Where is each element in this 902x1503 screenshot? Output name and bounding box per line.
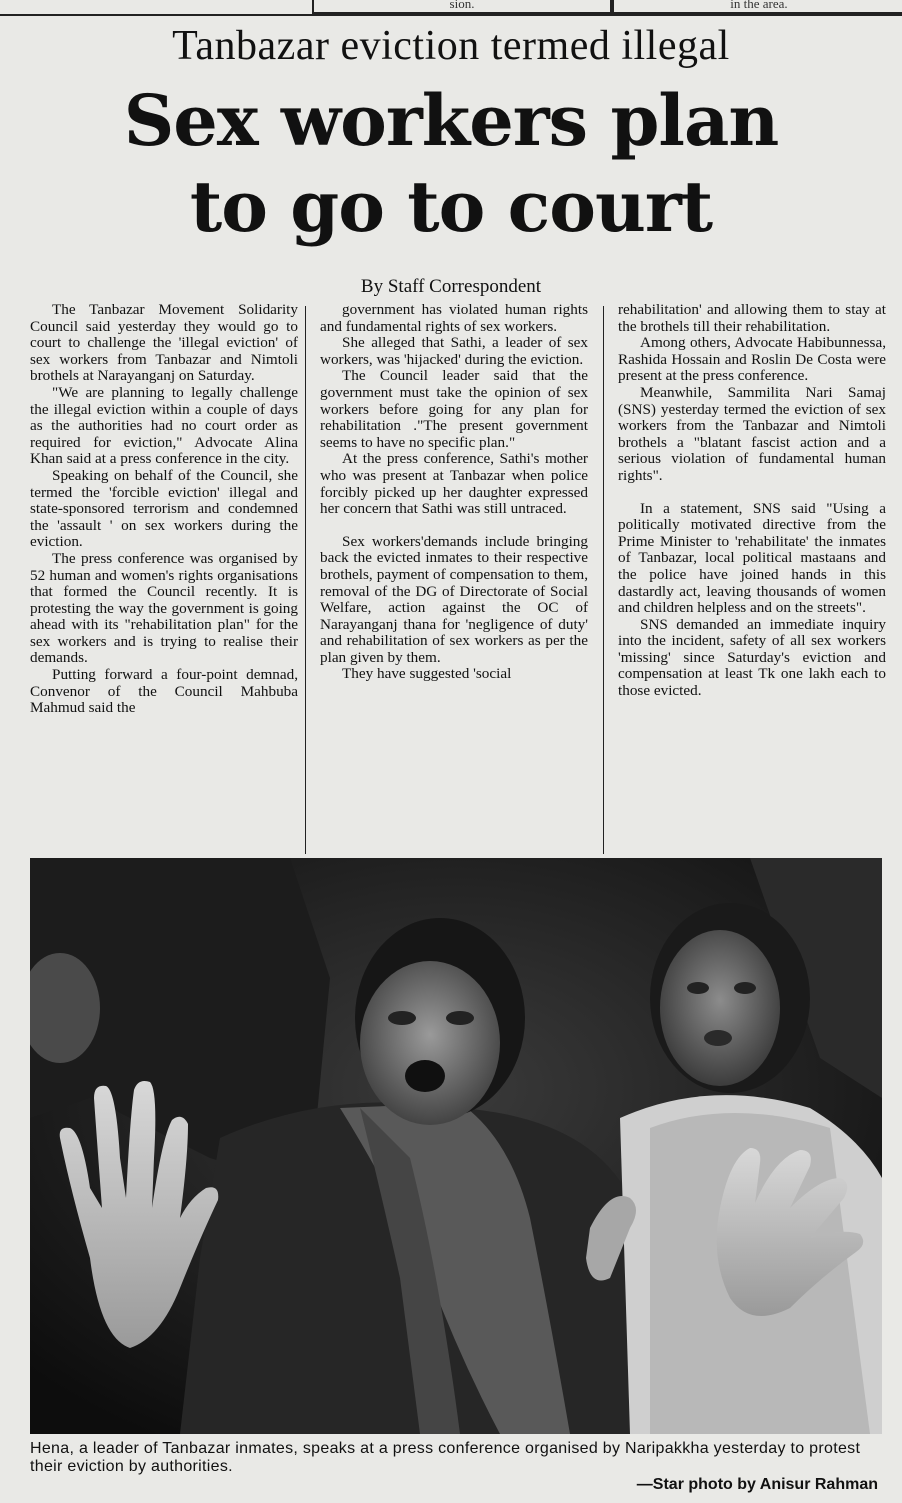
press-photo-illustration: [30, 858, 882, 1434]
paragraph: At the press conference, Sathi's mother who was present at Tanbazar when police forcibly picked up her daughter expressed her concern that Sathi was still untraced.: [320, 450, 588, 518]
article-column-2: [320, 302, 588, 683]
photo-credit: —Star photo by Anisur Rahman: [636, 1476, 878, 1493]
paragraph: The Council leader said that the government must take the opinion of sex workers before going for any plan for rehabilitation ."The present government seems to have no specific plan.": [320, 367, 588, 451]
paragraph: Meanwhile, Sammilita Nari Samaj (SNS) yesterday termed the eviction of sex workers from the Tanbazar and Nimtoli brothels a "blatant fascist action and a serious violation of fundamental human rights".: [618, 383, 886, 484]
headline-line-2: to go to court: [189, 165, 713, 248]
previous-article-fragment-left: [312, 0, 612, 14]
main-headline: [0, 78, 902, 250]
paragraph: "We are planning to legally challenge the illegal eviction within a couple of days as the authorities had no court order as required for eviction," Advocate Alina Khan said at a press conference in the city.: [30, 383, 298, 468]
article-column-3: [618, 302, 886, 700]
top-border-strip: [0, 0, 902, 16]
fragment-text-right: in the area.: [730, 0, 788, 11]
previous-article-fragment-right: [612, 0, 902, 14]
paragraph: government has violated human rights and fundamental rights of sex workers.: [320, 301, 588, 335]
column-divider-1: [305, 306, 306, 854]
fragment-text-left: sion.: [449, 0, 475, 11]
paragraph: SNS demanded an immediate inquiry into the incident, safety of all sex workers 'missing' since Saturday's eviction and compensation at least Tk one lakh each to those evicted.: [618, 615, 886, 700]
paragraph: She alleged that Sathi, a leader of sex workers, was 'hijacked' during the eviction.: [320, 334, 588, 368]
byline: By Staff Correspondent: [360, 276, 542, 297]
paragraph: Among others, Advocate Habibunnessa, Rashida Hossain and Roslin De Costa were present at the press conference.: [618, 334, 886, 385]
headline-line-1: Sex workers plan: [123, 79, 779, 162]
kicker-headline: Tanbazar eviction termed illegal: [172, 23, 730, 69]
press-photo: [30, 858, 882, 1434]
column-divider-2: [603, 306, 604, 854]
paragraph: Putting forward a four-point demnad, Convenor of the Council Mahbuba Mahmud said the: [30, 666, 298, 717]
paragraph: The press conference was organised by 52 human and women's rights organisations that formed the Council recently. It is protesting the way the government is going ahead with its "rehabilitation plan" for the sex workers and is trying to realise their demands.: [30, 549, 298, 667]
paragraph: In a statement, SNS said "Using a politically motivated directive from the Prime Minister to 'rehabilitate' the inmates of Tanbazar, local political mastaans and the police have joined hands in this dastardly act, leaving thousands of women and children helpless and on the streets".: [618, 499, 886, 617]
paragraph: Sex workers'demands include bringing back the evicted inmates to their respective brothels, payment of compensation to them, removal of the DG of Directorate of Social Welfare, action against the OC of Narayanganj thana for 'negligence of duty' and rehabilitation of sex workers as per the plan given by them.: [320, 532, 588, 666]
article-column-1: [30, 302, 298, 717]
paragraph: Speaking on behalf of the Council, she termed the 'forcible eviction' illegal and state-sponsored terrorism and condemned the 'assault ' on sex workers during the eviction.: [30, 466, 298, 551]
photo-caption: Hena, a leader of Tanbazar inmates, speaks at a press conference organised by Naripakkha yesterday to protest their eviction by authorities.: [30, 1440, 861, 1475]
paragraph: The Tanbazar Movement Solidarity Council said yesterday they would go to court to challenge the 'illegal eviction' of sex workers from Tanbazar and Nimtoli brothels at Narayanganj on Saturday.: [30, 301, 298, 385]
paragraph: They have suggested 'social: [342, 665, 512, 683]
paragraph: rehabilitation' and allowing them to stay at the brothels till their rehabilitation.: [618, 301, 886, 335]
